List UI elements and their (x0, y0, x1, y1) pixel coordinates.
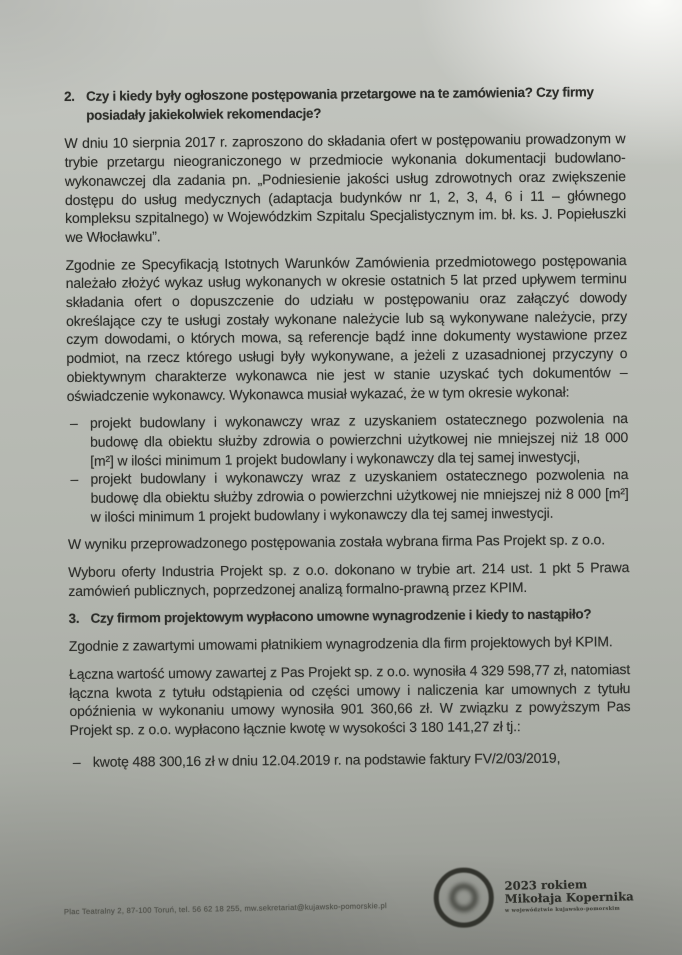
copernicus-badge (433, 864, 634, 928)
list-item-text: kwotę 488 300,16 zł w dniu 12.04.2019 r. na podstawie faktury FV/2/03/2019, (92, 749, 561, 770)
badge-line-2: Mikołaja Kopernika (504, 889, 634, 907)
copernicus-logo-icon (433, 867, 494, 928)
list-item-text: projekt budowlany i wykonawczy wraz z uzyskaniem ostatecznego pozwolenia na budowę dla obiektu służby zdrowia o powierzchni użytkowej nie mniejszej niż 8 000 [m²] w ilości minimum 1 projekt budowlany i wykonawczy dla tej samej inwestycji. (90, 466, 629, 525)
section-number: 2. (64, 88, 75, 104)
list-item (70, 748, 631, 772)
payments-list (70, 748, 631, 772)
paragraph-result: W wyniku przeprowadzonego postępowania została wybrana firma Pas Projekt sp. z o.o. (67, 531, 605, 553)
paragraph-siwz-requirements: Zgodnie ze Specyfikacją Istotnych Warunków Zamówienia przedmiotowego postępowania należało złożyć wykaz usług wykonanych w okresie ostatnich 5 lat przed upływem terminu składania ofert o dopuszczenie do udziału w postępowaniu oraz załączyć dowody określające czy te usługi zostały wykonane należycie lub są wykonywane należycie, przy czym dowodami, o których mowa, są referencje bądź inne dokumenty wystawione przez podmiot, na rzecz którego usługi były wykonywane, a jeżeli z uzasadnionej przyczyny o obiektywnym charakterze wykonawca nie jest w stanie uzyskać tych dokumentów – oświadczenie wykonawcy. Wykonawca musiał wykazać, że w tym okresie wykonał: (65, 251, 628, 404)
section-heading-3 (69, 604, 652, 628)
footer-address: Plac Teatralny 2, 87-100 Toruń, tel. 56 62 18 255, mw.sekretariat@kujawsko-pomorskie.pl (63, 901, 387, 917)
dash-marker: – (70, 471, 79, 488)
badge-line-3: w województwie kujawsko-pomorskim (504, 905, 621, 915)
page-footer (0, 861, 682, 955)
copernicus-badge-text (504, 877, 634, 914)
list-item (67, 465, 628, 526)
paragraph-tender-invitation: W dniu 10 sierpnia 2017 r. zaproszono do składania ofert w postępowaniu prowadzonym w trybie przetargu nieograniczonego w przedmiocie wykonania dokumentacji budowlano-wykonawczej dla zadania pn. „Podniesienie jakości usług zdrowotnych oraz zwiększenie dostępu do usług medycznych (adaptacja budynków nr 1, 2, 3, 4, 6 i 11 – głównego kompleksu szpitalnego) w Wojewódzkim Szpitalu Specjalistycznym im. bł. ks. J. Popiełuszki we Włocławku”. (64, 130, 627, 245)
section-heading-text: Czy firmom projektowym wypłacono umowne wynagrodzenie i kiedy to nastąpiło? (90, 605, 592, 626)
section-heading-text: Czy i kiedy były ogłoszone postępowania przetargowe na te zamówienia? Czy firmy posiadały jakiekolwiek rekomendacje? (86, 84, 594, 123)
requirements-list (67, 409, 629, 526)
list-item-text: projekt budowlany i wykonawczy wraz z uzyskaniem ostatecznego pozwolenia na budowę dla obiektu służby zdrowia o powierzchni użytkowej nie mniejszej niż 18 000 [m²] w ilości minimum 1 projekt budowlany i wykonawczy dla tej samej inwestycji, (89, 410, 629, 469)
section-heading-2 (64, 83, 647, 125)
section-number: 3. (68, 610, 80, 626)
paragraph-amounts: Łączna wartość umowy zawartej z Pas Projekt sp. z o.o. wynosiła 4 329 598,77 zł, natomiast łączna kwota z tytułu odstąpienia od części umowy i naliczenia kar umownych z tytułu opóźnienia w wykonaniu umowy wynosiła 901 360,66 zł. W związku z powyższym Pas Projekt sp. z o.o. wypłacono łącznie kwotę w wysokości 3 180 141,27 zł tj.: (69, 661, 631, 739)
paragraph-payer: Zgodnie z zawartymi umowami płatnikiem wynagrodzenia dla firm projektowych był KPIM. (68, 633, 613, 655)
badge-line-1: 2023 rokiem (504, 877, 588, 893)
page-content (64, 83, 631, 780)
dash-marker: – (69, 415, 78, 432)
list-item (67, 409, 628, 470)
dash-marker: – (72, 753, 81, 770)
paragraph-selection: Wyboru oferty Industria Projekt sp. z o.o. dokonano w trybie art. 214 ust. 1 pkt 5 Prawa zamówień publicznych, poprzedzonej analizą formalno-prawną przez KPIM. (68, 559, 630, 599)
